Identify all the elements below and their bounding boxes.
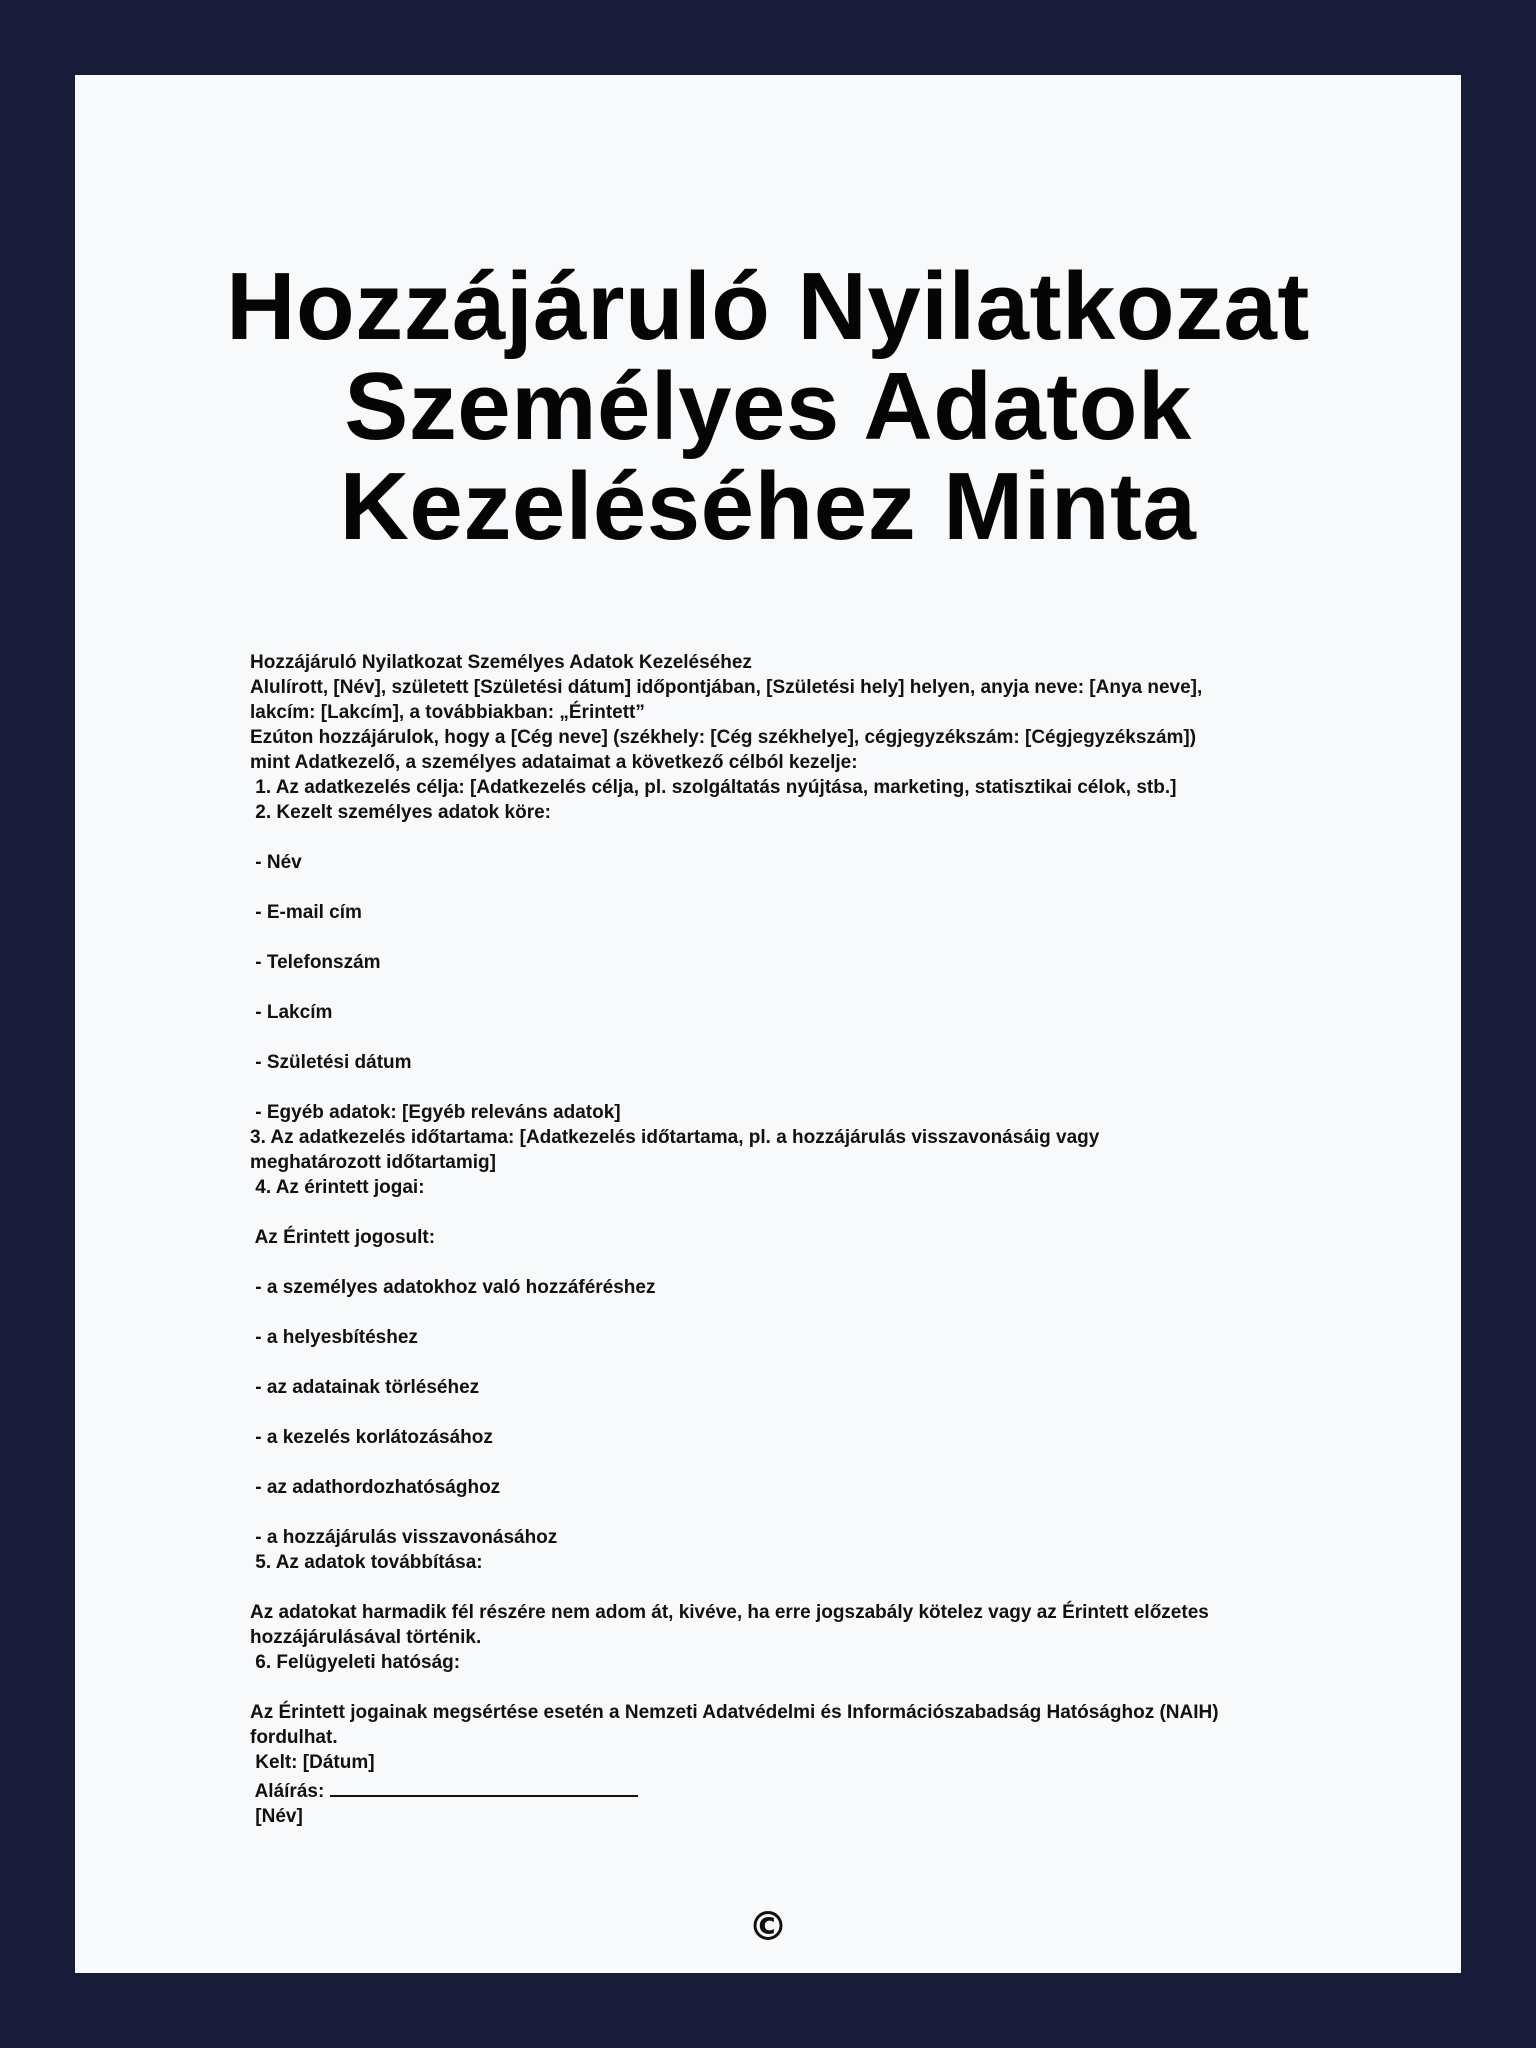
date-line: Kelt: [Dátum]	[250, 1752, 375, 1773]
list-item: - a hozzájárulás visszavonásához	[250, 1527, 558, 1548]
document-page	[75, 75, 1461, 1973]
signature-line	[250, 1775, 1350, 1804]
authority-text: Az Érintett jogainak megsértése esetén a Nemzeti Adatvédelmi és Információszabadság Hatósághoz (NAIH)	[250, 1702, 1219, 1723]
section-purpose: 1. Az adatkezelés célja: [Adatkezelés célja, pl. szolgáltatás nyújtása, marketing, statisztikai célok, stb.]	[250, 777, 1177, 798]
section-duration: meghatározott időtartamig]	[250, 1152, 496, 1173]
signature-label: Aláírás:	[250, 1781, 325, 1802]
transfer-text: hozzájárulásával történik.	[250, 1627, 482, 1648]
document-title	[75, 253, 1461, 560]
consent-text: Ezúton hozzájárulok, hogy a [Cég neve] (székhely: [Cég székhelye], cégjegyzékszám: [Cégjegyzékszám])	[250, 727, 1197, 748]
list-item: - a kezelés korlátozásához	[250, 1427, 493, 1448]
list-item: - az adathordozhatósághoz	[250, 1477, 501, 1498]
intro-text: lakcím: [Lakcím], a továbbiakban: „Érintett”	[250, 702, 645, 723]
signature-field	[330, 1775, 638, 1797]
list-item: - E-mail cím	[250, 902, 362, 923]
title-line: Személyes Adatok	[344, 353, 1192, 460]
section-transfer: 5. Az adatok továbbítása:	[250, 1552, 483, 1573]
copyright-icon: ©	[748, 1904, 788, 1950]
intro-text: Alulírott, [Név], született [Születési dátum] időpontjában, [Születési hely] helyen, anyja neve: [Anya neve],	[250, 677, 1203, 698]
list-item: - a személyes adatokhoz való hozzáféréshez	[250, 1277, 656, 1298]
section-rights: 4. Az érintett jogai:	[250, 1177, 425, 1198]
list-item: - Születési dátum	[250, 1052, 412, 1073]
section-authority: 6. Felügyeleti hatóság:	[250, 1652, 461, 1673]
list-item: - Telefonszám	[250, 952, 381, 973]
title-line: Kezeléséhez Minta	[339, 453, 1197, 560]
list-item: - Egyéb adatok: [Egyéb releváns adatok]	[250, 1102, 621, 1123]
authority-text: fordulhat.	[250, 1727, 338, 1748]
name-placeholder: [Név]	[250, 1806, 303, 1827]
list-item: - az adatainak törléséhez	[250, 1377, 480, 1398]
list-item: - Lakcím	[250, 1002, 333, 1023]
list-item: - Név	[250, 852, 302, 873]
rights-intro: Az Érintett jogosult:	[250, 1227, 436, 1248]
section-duration: 3. Az adatkezelés időtartama: [Adatkezelés időtartama, pl. a hozzájárulás visszavonásáig vagy	[250, 1127, 1100, 1148]
title-line: Hozzájáruló Nyilatkozat	[226, 253, 1310, 360]
transfer-text: Az adatokat harmadik fél részére nem adom át, kivéve, ha erre jogszabály kötelez vagy az Érintett előzetes	[250, 1602, 1209, 1623]
section-data-scope: 2. Kezelt személyes adatok köre:	[250, 802, 551, 823]
document-body	[250, 650, 1350, 1829]
document-heading: Hozzájáruló Nyilatkozat Személyes Adatok Kezeléséhez	[250, 652, 752, 673]
consent-text: mint Adatkezelő, a személyes adataimat a következő célból kezelje:	[250, 752, 858, 773]
list-item: - a helyesbítéshez	[250, 1327, 418, 1348]
